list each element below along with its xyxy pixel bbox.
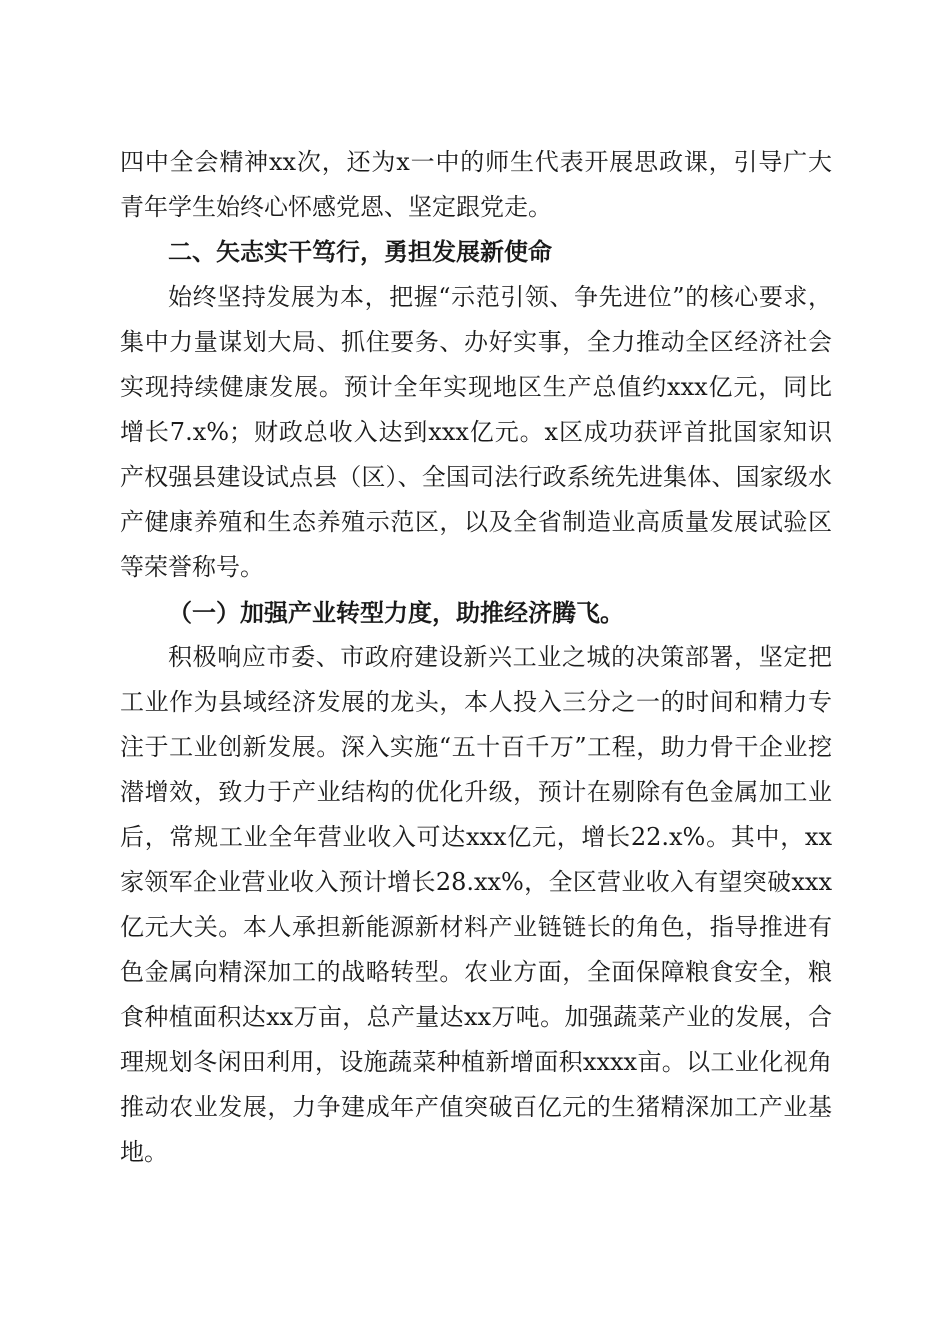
body-paragraph: 积极响应市委、市政府建设新兴工业之城的决策部署，坚定把工业作为县域经济发展的龙头，本人投入三分之一的时间和精力专注于工业创新发展。深入实施“五十百千万”工程，助力骨干企业挖潜增效，致力于产业结构的优化升级，预计在剔除有色金属加工业后，常规工业全年营业收入可达xxx亿元，增长22.x%。其中，xx家领军企业营业收入预计增长28.xx%，全区营业收入有望突破xxx亿元大关。本人承担新能源新材料产业链链长的角色，指导推进有色金属向精深加工的战略转型。农业方面，全面保障粮食安全，粮食种植面积达xx万亩，总产量达xx万吨。加强蔬菜产业的发展，合理规划冬闲田利用，设施蔬菜种植新增面积xxxx亩。以工业化视角推动农业发展，力争建成年产值突破百亿元的生猪精深加工产业基地。: [120, 643, 832, 1166]
document-body: [120, 140, 832, 1175]
continuation-paragraph: 四中全会精神xx次，还为x一中的师生代表开展思政课，引导广大青年学生始终心怀感党恩、坚定跟党走。: [120, 148, 832, 221]
section-heading: 二、矢志实干笃行，勇担发展新使命: [168, 238, 552, 266]
body-paragraph: 始终坚持发展为本，把握“示范引领、争先进位”的核心要求，集中力量谋划大局、抓住要务、办好实事，全力推动全区经济社会实现持续健康发展。预计全年实现地区生产总值约xxx亿元，同比增长7.x%；财政总收入达到xxx亿元。x区成功获评首批国家知识产权强县建设试点县（区）、全国司法行政系统先进集体、国家级水产健康养殖和生态养殖示范区，以及全省制造业高质量发展试验区等荣誉称号。: [120, 283, 832, 581]
subsection-heading: （一）加强产业转型力度，助推经济腾飞。: [168, 598, 624, 627]
